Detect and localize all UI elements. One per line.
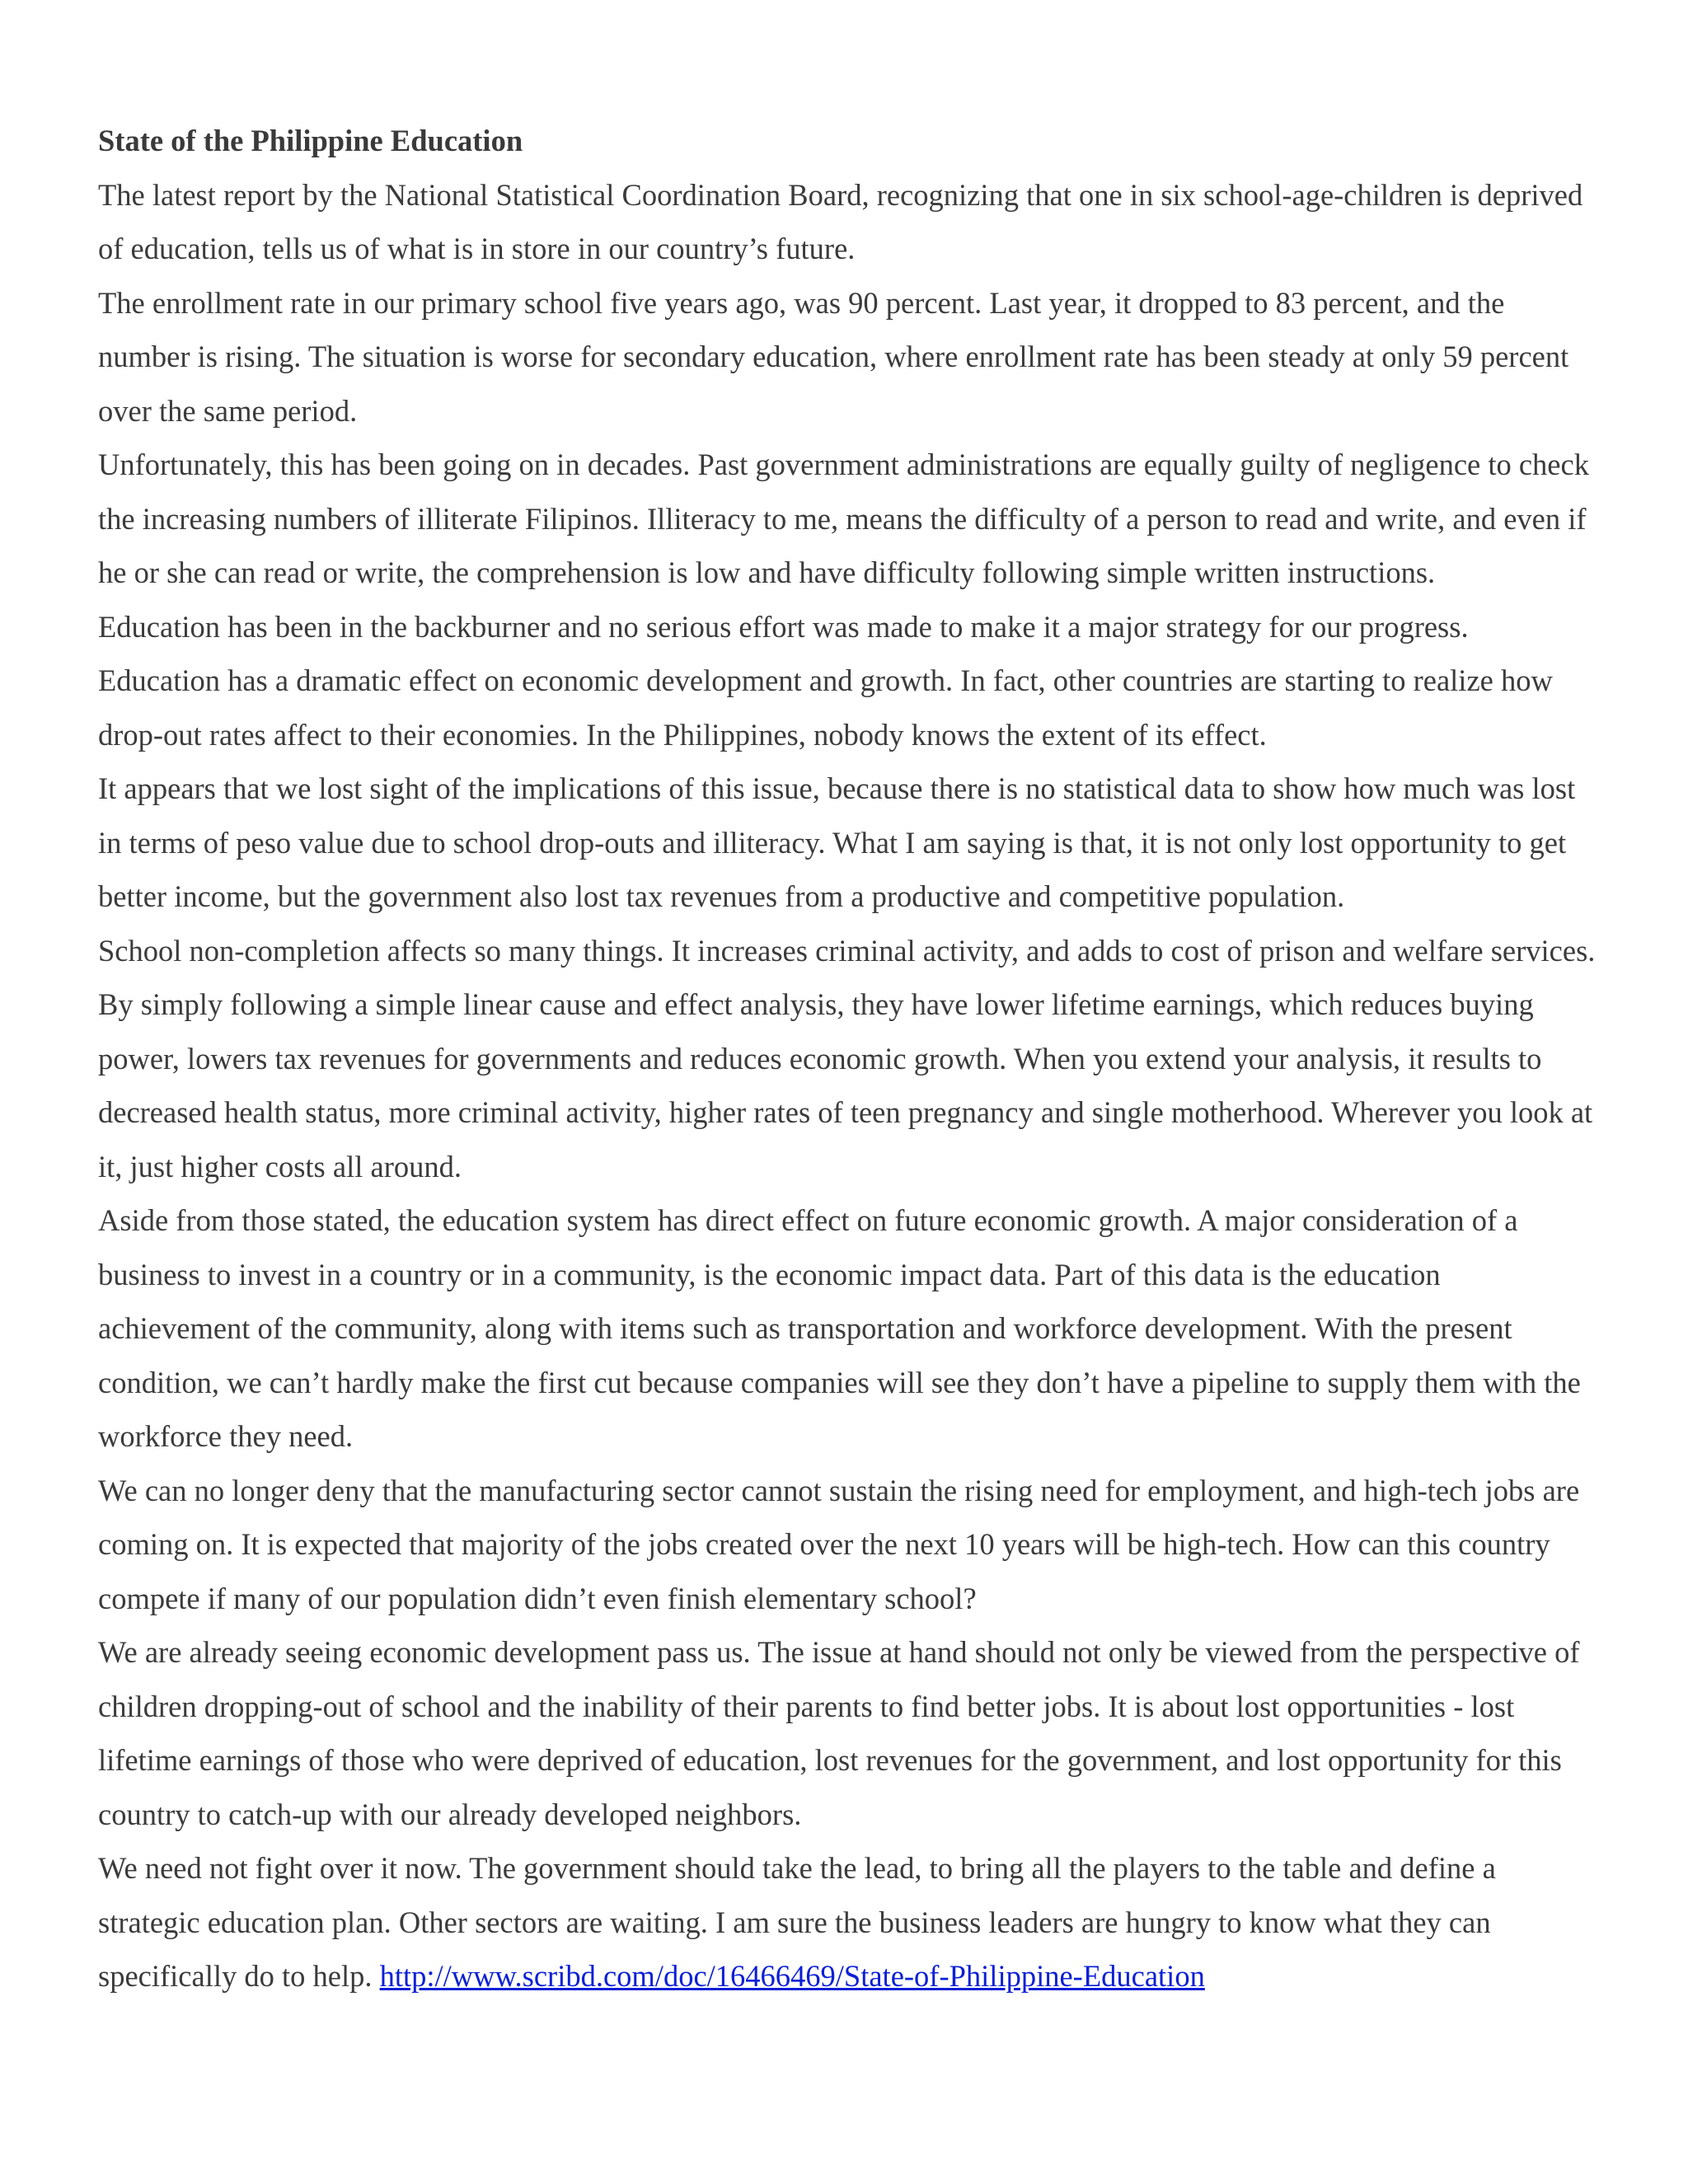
paragraph-6: It appears that we lost sight of the implications of this issue, because there is no statistical data to show how much was lost in terms of peso value due to school drop-outs and illiteracy. What I am saying is that, it is not only lost opportunity to get better income, but the government also lost tax revenues from a productive and competitive population.: [98, 771, 1576, 913]
paragraph-11: [98, 1841, 1598, 2004]
paragraph-2: The enrollment rate in our primary school five years ago, was 90 percent. Last year, it dropped to 83 percent, and the number is rising. The situation is worse for secondary education, where enrollment rate has been steady at only 59 percent over the same period.: [98, 285, 1569, 428]
paragraph-1: The latest report by the National Statistical Coordination Board, recognizing that one in six school-age-children is deprived of education, tells us of what is in store in our country’s future.: [98, 177, 1583, 265]
paragraph-11-text: We need not fight over it now. The government should take the lead, to bring all the players to the table and define a strategic education plan. Other sectors are waiting. I am sure the business leaders are hungry to know what they can specifically do to help.: [98, 1851, 1496, 1993]
paragraph-4: Education has been in the backburner and no serious effort was made to make it a major strategy for our progress.: [98, 609, 1469, 644]
paragraph-10: We are already seeing economic development pass us. The issue at hand should not only be viewed from the perspective of children dropping-out of school and the inability of their parents to find better jobs. It is about lost opportunities - lost lifetime earnings of those who were deprived of education, lost revenues for the government, and lost opportunity for this country to catch-up with our already developed neighbors.: [98, 1635, 1580, 1831]
paragraph-7: School non-completion affects so many things. It increases criminal activity, and adds to cost of prison and welfare services. By simply following a simple linear cause and effect analysis, they have lower lifetime earnings, which reduces buying power, lowers tax revenues for governments and reduces economic growth. When you extend your analysis, it results to decreased health status, more criminal activity, higher rates of teen pregnancy and single motherhood. Wherever you look at it, just higher costs all around.: [98, 933, 1596, 1183]
document-title: State of the Philippine Education: [98, 124, 523, 157]
document-body: [98, 114, 1598, 2004]
source-link[interactable]: http://www.scribd.com/doc/16466469/State-of-Philippine-Education: [379, 1959, 1205, 1993]
paragraph-8: Aside from those stated, the education system has direct effect on future economic growth. A major consideration of a business to invest in a country or in a community, is the economic impact data. Part of this data is the education achievement of the community, along with items such as transportation and workforce development. With the present condition, we can’t hardly make the first cut because companies will see they don’t have a pipeline to supply them with the workforce they need.: [98, 1203, 1581, 1453]
paragraph-5: Education has a dramatic effect on economic development and growth. In fact, other countries are starting to realize how drop-out rates affect to their economies. In the Philippines, nobody knows the extent of its effect.: [98, 663, 1553, 752]
paragraph-9: We can no longer deny that the manufacturing sector cannot sustain the rising need for employment, and high-tech jobs are coming on. It is expected that majority of the jobs created over the next 10 years will be high-tech. How can this country compete if many of our population didn’t even finish elementary school?: [98, 1473, 1580, 1615]
paragraph-3: Unfortunately, this has been going on in decades. Past government administrations are equally guilty of negligence to check the increasing numbers of illiterate Filipinos. Illiteracy to me, means the difficulty of a person to read and write, and even if he or she can read or write, the comprehension is low and have difficulty following simple written instructions.: [98, 448, 1589, 589]
